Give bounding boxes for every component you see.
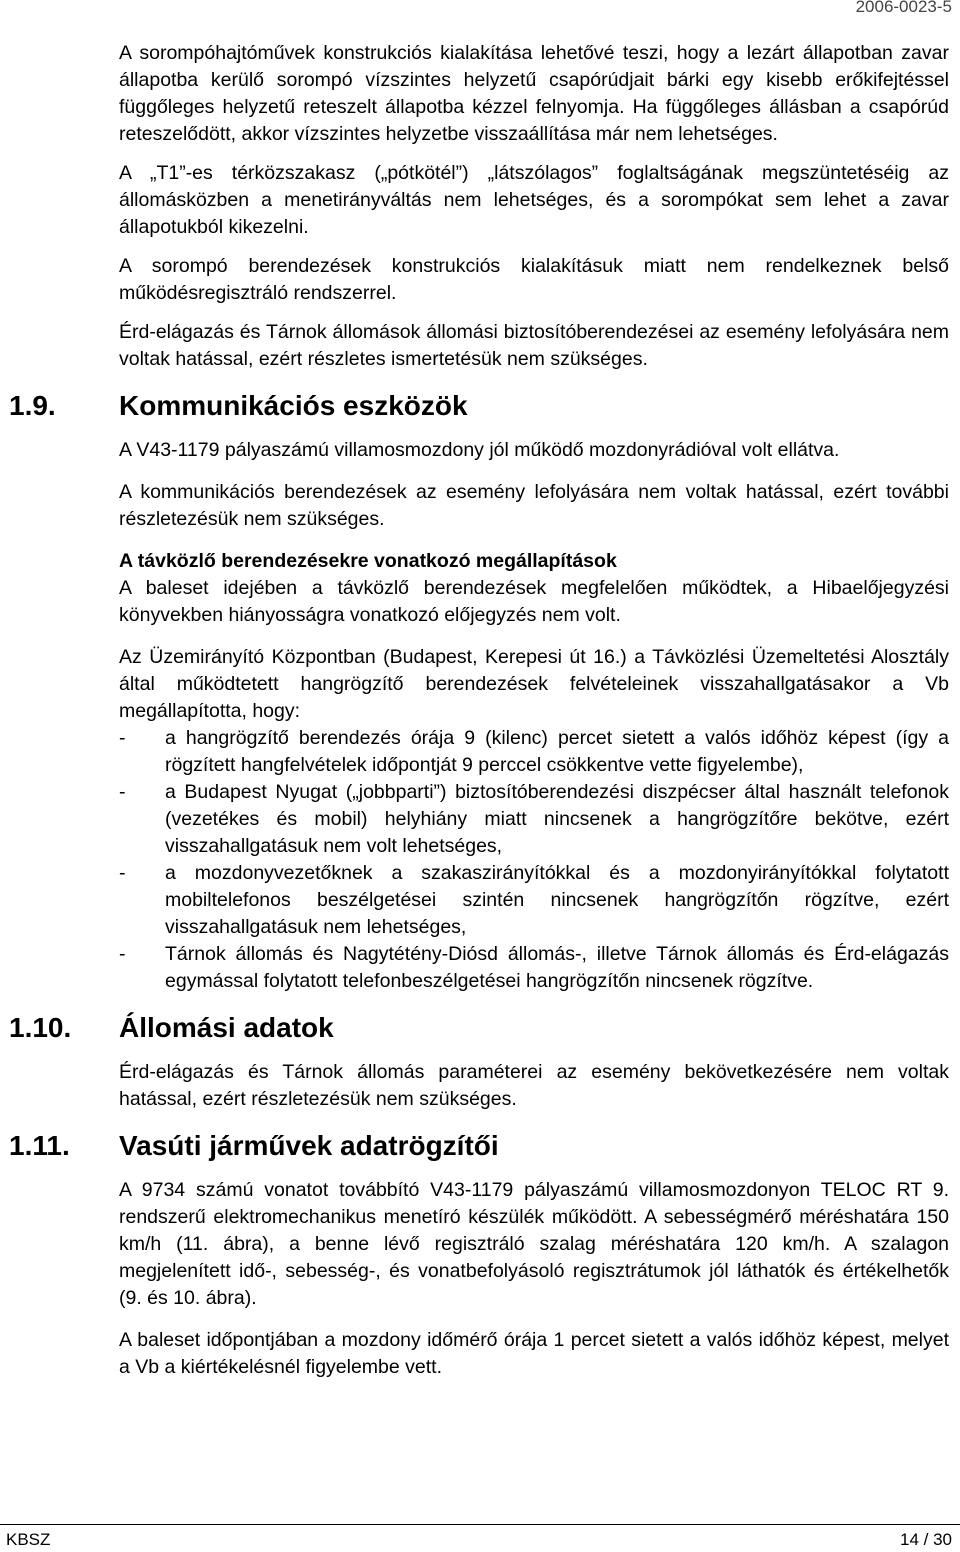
section-title: Vasúti járművek adatrögzítői: [119, 1130, 499, 1161]
document-id: 2006-0023-5: [855, 0, 952, 16]
paragraph: A sorompó berendezések konstrukciós kialakításuk miatt nem rendelkeznek belső működésregisztráló rendszerrel.: [119, 255, 949, 304]
paragraph: A kommunikációs berendezések az esemény lefolyására nem voltak hatással, ezért további részletezésük nem szükséges.: [119, 481, 949, 530]
list-item: [119, 941, 949, 995]
section-heading-1-11: [9, 1129, 949, 1163]
list-item: [119, 860, 949, 941]
paragraph: Érd-elágazás és Tárnok állomások állomási biztosítóberendezései az esemény lefolyására nem voltak hatással, ezért részletes ismertetésük nem szükséges.: [119, 321, 949, 370]
list-item-text: a Budapest Nyugat („jobbparti”) biztosítóberendezési diszpécser által használt telefonok (vezetékes és mobil) helyhiány miatt nincsenek a hangrögzítőre bekötve, ezért visszahallgatásuk nem volt lehetséges,: [165, 781, 949, 857]
list-item: [119, 725, 949, 779]
list-dash: -: [119, 727, 126, 749]
paragraph: Az Üzemirányító Központban (Budapest, Kerepesi út 16.) a Távközlési Üzemeltetési Alosztály által működtetett hangrögzítő berendezések felvételeinek visszahallgatásakor a Vb megállapította, hogy:: [119, 646, 949, 722]
paragraph: A 9734 számú vonatot továbbító V43-1179 pályaszámú villamosmozdonyon TELOC RT 9. rendszerű elektromechanikus menetíró készülék működött. A sebességmérő méréshatára 150 km/h (11. ábra), a benne lévő regisztráló szalag méréshatára 120 km/h. A szalagon megjelenített idő-, sebesség-, és vonatbefolyásoló regisztrátumok jól láthatók és értékelhetők (9. és 10. ábra).: [119, 1179, 949, 1309]
paragraph: A baleset időpontjában a mozdony időmérő órája 1 percet sietett a valós időhöz képest, melyet a Vb a kiértékelésnél figyelembe vett.: [119, 1329, 949, 1378]
subheading: A távközlő berendezésekre vonatkozó megállapítások: [119, 550, 617, 572]
section-heading-1-10: [9, 1011, 949, 1045]
section-title: Kommunikációs eszközök: [119, 390, 468, 421]
footer-org: KBSZ: [6, 1530, 51, 1549]
list-item-text: a mozdonyvezetőknek a szakaszirányítókkal és a mozdonyirányítókkal folytatott mobiltelefonos beszélgetései szintén nincsenek hangrögzítőn rögzítve, ezért visszahallgatásuk nem lehetséges,: [165, 862, 949, 938]
section-heading-1-9: [9, 389, 949, 423]
footer-divider: [0, 1524, 960, 1525]
page-number: 14 / 30: [900, 1530, 952, 1549]
section-number: 1.9.: [9, 390, 56, 421]
paragraph: A sorompóhajtóművek konstrukciós kialakítása lehetővé teszi, hogy a lezárt állapotban zavar állapotba kerülő sorompó vízszintes helyzetű csapórúdjait bárki egy kisebb erőkifejtéssel függőleges helyzetű reteszelt állapotba kézzel felnyomja. Ha függőleges állásban a csapórúd reteszelődött, akkor vízszintes helyzetbe visszaállítása már nem lehetséges.: [119, 42, 949, 145]
section-number: 1.11.: [9, 1130, 70, 1161]
list-item-text: a hangrögzítő berendezés órája 9 (kilenc) percet sietett a valós időhöz képest (így a rögzített hangfelvételek időpontját 9 perccel csökkentve vette figyelembe),: [165, 727, 949, 776]
paragraph: Érd-elágazás és Tárnok állomás paraméterei az esemény bekövetkezésére nem voltak hatással, ezért részletezésük nem szükséges.: [119, 1061, 949, 1110]
section-title: Állomási adatok: [119, 1012, 334, 1043]
paragraph: A baleset idejében a távközlő berendezések megfelelően működtek, a Hibaelőjegyzési könyvekben hiányosságra vonatkozó előjegyzés nem volt.: [119, 577, 949, 626]
list-item: [119, 779, 949, 860]
list-dash: -: [119, 781, 126, 803]
findings-list: [119, 725, 949, 995]
list-dash: -: [119, 943, 126, 965]
section-number: 1.10.: [9, 1012, 72, 1043]
paragraph: A „T1”-es térközszakasz („pótkötél”) „látszólagos” foglaltságának megszüntetéséig az állomásközben a menetirányváltás nem lehetséges, és a sorompókat sem lehet a zavar állapotukból kikezelni.: [119, 162, 949, 238]
list-dash: -: [119, 862, 126, 884]
list-item-text: Tárnok állomás és Nagytétény-Diósd állomás-, illetve Tárnok állomás és Érd-elágazás egymással folytatott telefonbeszélgetései hangrögzítőn nincsenek rögzítve.: [165, 943, 949, 992]
document-body: [9, 40, 949, 1381]
paragraph: A V43-1179 pályaszámú villamosmozdony jól működő mozdonyrádióval volt ellátva.: [119, 439, 840, 461]
